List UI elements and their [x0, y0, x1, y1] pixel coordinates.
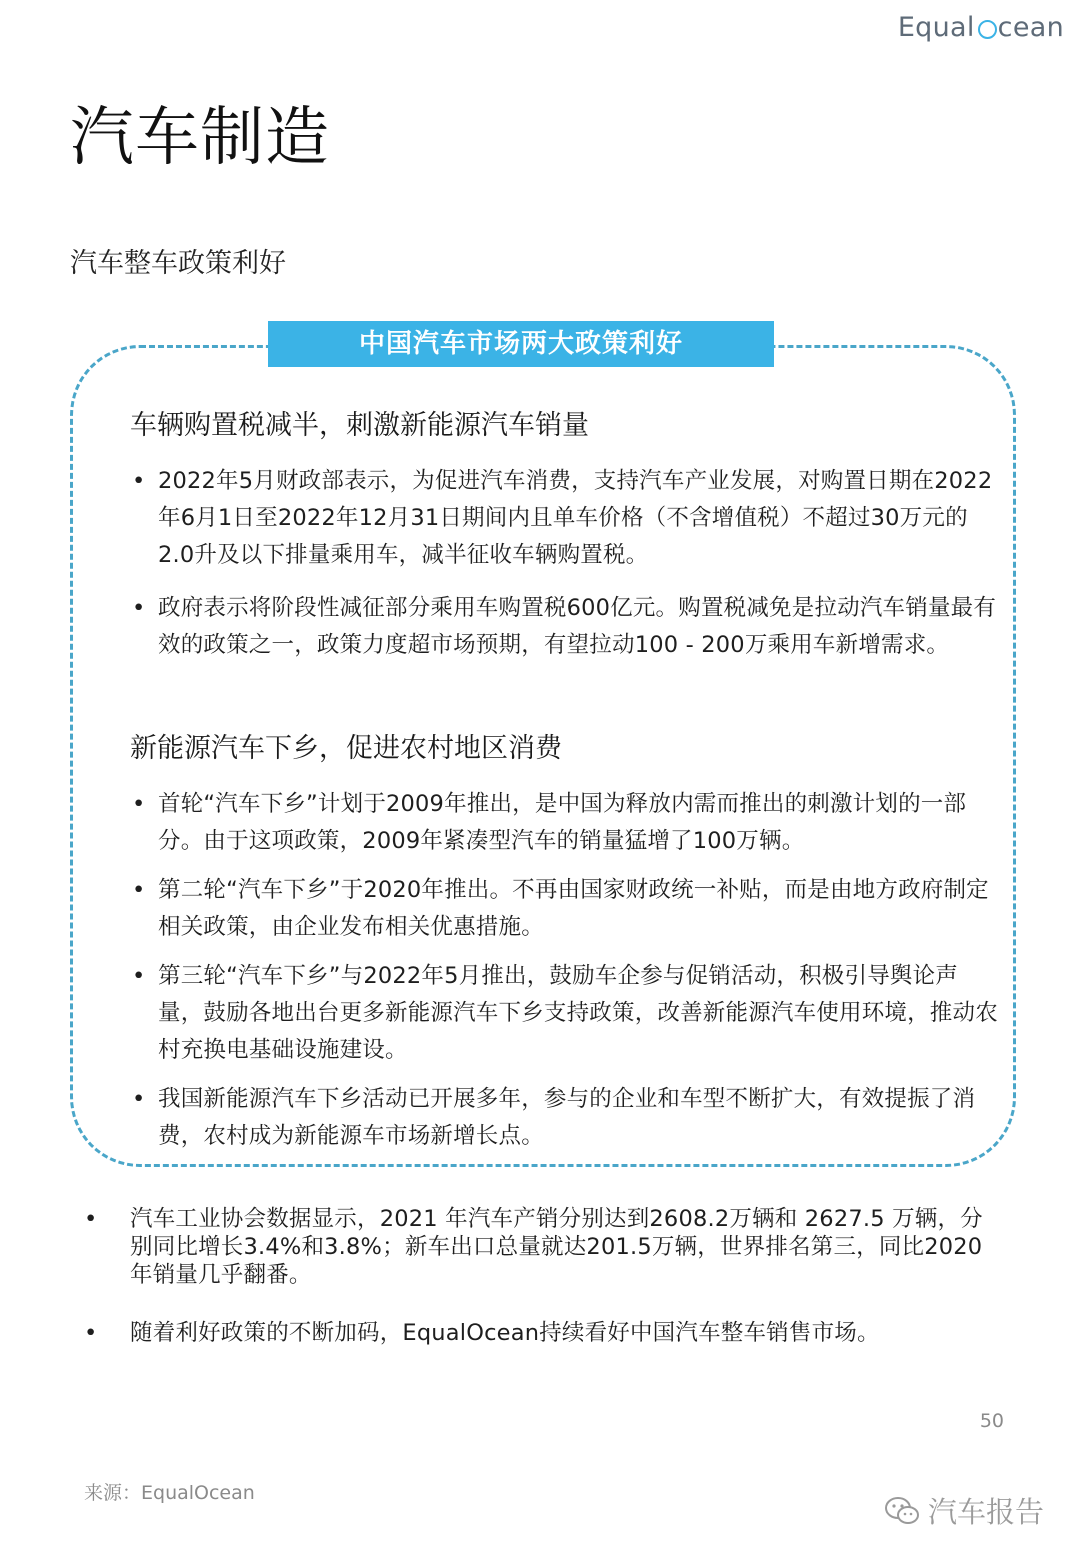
bullet-text: 政府表示将阶段性减征部分乘用车购置税600亿元。购置税减免是拉动汽车销量最有效的政策之一，政策力度超市场预期，有望拉动100 - 200万乘用车新增需求。: [158, 595, 997, 658]
bullet-icon: •: [132, 1086, 146, 1112]
bullet-icon: •: [84, 1206, 98, 1232]
source-note: 来源：EqualOcean: [84, 1482, 255, 1504]
section-heading: 新能源汽车下乡，促进农村地区消费: [130, 733, 562, 764]
list-item: [130, 872, 1000, 946]
bullet-icon: •: [132, 468, 146, 494]
list-item: [130, 590, 1000, 664]
summary-bullet-list: [84, 1205, 1004, 1347]
bullet-text: 汽车工业协会数据显示，2021 年汽车产销分别达到2608.2万辆和 2627.5 万辆，分别同比增长3.4%和3.8%；新车出口总量就达201.5万辆，世界排名第三，同比2020年销量几乎翻番。: [130, 1206, 983, 1288]
bullet-text: 第二轮“汽车下乡”于2020年推出。不再由国家财政统一补贴，而是由地方政府制定相关政策，由企业发布相关优惠措施。: [158, 877, 989, 940]
page-number: 50: [979, 1410, 1004, 1432]
wechat-watermark: [884, 1490, 1044, 1531]
page-subtitle: 汽车整车政策利好: [70, 248, 286, 279]
bullet-icon: •: [132, 595, 146, 621]
bullet-text: 首轮“汽车下乡”计划于2009年推出，是中国为释放内需而推出的刺激计划的一部分。由于这项政策，2009年紧凑型汽车的销量猛增了100万辆。: [158, 791, 967, 854]
policy-box-header: 中国汽车市场两大政策利好: [268, 321, 774, 367]
section-bullet-list: [130, 463, 1000, 664]
policy-section-rural: [130, 729, 1000, 1155]
logo-text-right: cean: [997, 12, 1064, 43]
bullet-text: 2022年5月财政部表示，为促进汽车消费，支持汽车产业发展，对购置日期在2022年6月1日至2022年12月31日期间内且单车价格（不含增值税）不超过30万元的2.0升及以下排量乘用车，减半征收车辆购置税。: [158, 468, 993, 568]
watermark-text: 汽车报告: [927, 1495, 1044, 1529]
list-item: [130, 786, 1000, 860]
logo-ring-icon: [978, 20, 997, 39]
section-heading: 车辆购置税减半，刺激新能源汽车销量: [130, 410, 589, 441]
wechat-icon: [884, 1496, 920, 1526]
bullet-text: 我国新能源汽车下乡活动已开展多年，参与的企业和车型不断扩大，有效提振了消费，农村成为新能源车市场新增长点。: [158, 1086, 976, 1149]
page-title: 汽车制造: [70, 101, 330, 175]
list-item: [130, 463, 1000, 574]
list-item: [130, 958, 1000, 1069]
bullet-icon: •: [132, 877, 146, 903]
bullet-icon: •: [132, 963, 146, 989]
section-bullet-list: [130, 786, 1000, 1155]
list-item: [130, 1081, 1000, 1155]
equalocean-logo: [898, 12, 1064, 43]
bullet-text: 随着利好政策的不断加码，EqualOcean持续看好中国汽车整车销售市场。: [130, 1320, 880, 1346]
bullet-text: 第三轮“汽车下乡”与2022年5月推出，鼓励车企参与促销活动，积极引导舆论声量，鼓励各地出台更多新能源汽车下乡支持政策，改善新能源汽车使用环境，推动农村充换电基础设施建设。: [158, 963, 998, 1063]
logo-text-left: Equal: [897, 12, 975, 43]
bullet-icon: •: [132, 791, 146, 817]
policy-section-purchase-tax: [130, 406, 1000, 664]
list-item: [84, 1205, 1004, 1289]
list-item: [84, 1319, 1004, 1347]
bullet-icon: •: [84, 1320, 98, 1346]
